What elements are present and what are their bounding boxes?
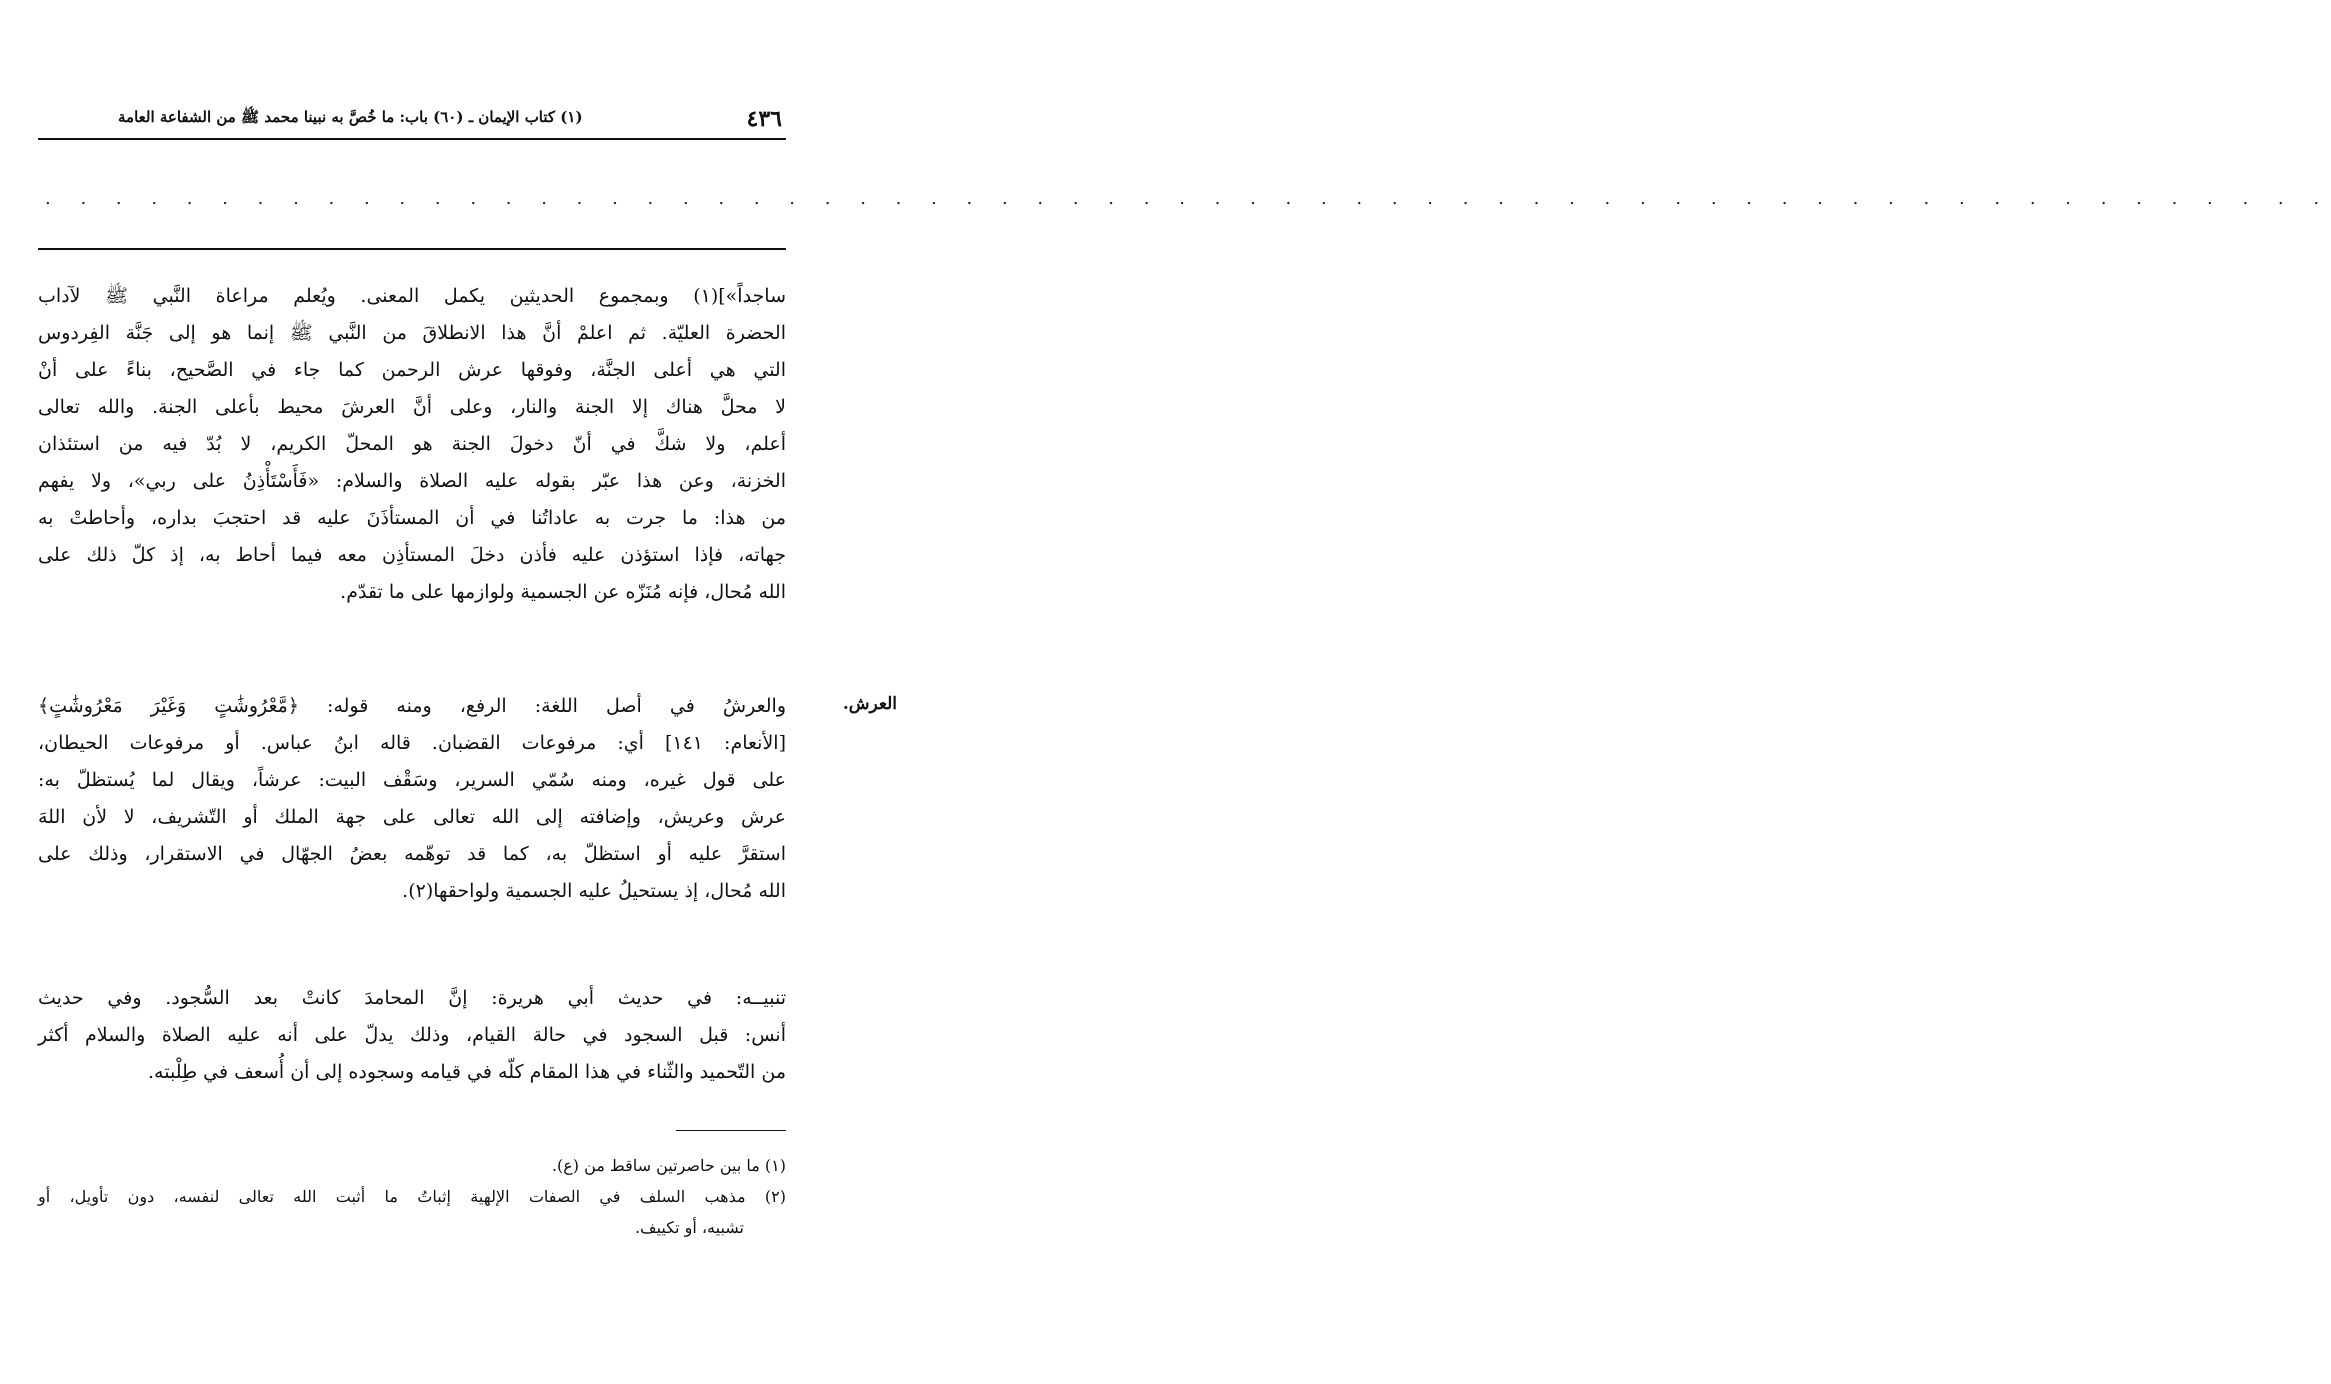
text-line: التي هي أعلى الجنَّة، وفوقها عرش الرحمن كما جاء في الصَّحيح، بناءً على أنْ <box>38 359 786 381</box>
text-line: الله مُحال، فإنه مُنَزّه عن الجسمية ولوازمها على ما تقدّم. <box>340 581 786 603</box>
text-line: جهاته، فإذا استؤذن عليه فأذن دخلَ المستأذِن معه فيما أحاط به، إذ كلّ ذلك على <box>38 544 786 566</box>
text-line: ساجداً»](١) وبمجموع الحديثين يكمل المعنى. ويُعلم مراعاة النَّبي ﷺ لآداب <box>38 285 786 307</box>
text-line: [الأنعام: ١٤١] أي: مرفوعات القضبان. قاله ابنُ عباس. أو مرفوعات الحيطان، <box>38 732 786 754</box>
footnote-line: تشبيه، أو تكييف. <box>634 1218 744 1237</box>
ellipsis-separator: . . . . . . . . . . . . . . . . . . . . . . . . . . . . . . . . . . . . . . . . . . . . . . . . . . . . . . . . . . . . . . . . . <box>45 188 2331 209</box>
paragraph-1 <box>38 278 786 611</box>
text-line: والعرشُ في أصل اللغة: الرفع، ومنه قوله: ﴿مَّعْرُوشَٰتٍ وَغَيْرَ مَعْرُوشَٰتٍ﴾ <box>38 695 786 717</box>
top-rule-divider <box>38 248 786 250</box>
text-line: لا محلَّ هناك إلا الجنة والنار، وعلى أنَّ العرشَ محيط بأعلى الجنة. والله تعالى <box>38 396 786 418</box>
footnote-2 <box>38 1181 786 1243</box>
text-line: الخزنة، وعن هذا عبّر بقوله عليه الصلاة والسلام: «فَأَسْتَأْذِنُ على ربي»، ولا يفهم <box>38 470 786 492</box>
text-line: استقرَّ عليه أو استظلّ به، كما قد توهّمه بعضُ الجهّال في الاستقرار، وذلك على <box>38 843 786 865</box>
text-line: أنس: قبل السجود في حالة القيام، وذلك يدلّ على أنه عليه الصلاة والسلام أكثر <box>38 1024 786 1046</box>
footnotes <box>38 1150 786 1243</box>
page-header <box>38 100 786 140</box>
margin-note: العرش. <box>842 694 897 714</box>
footnote-1 <box>38 1150 786 1181</box>
paragraph-2 <box>38 688 786 910</box>
running-title: (١) كتاب الإيمان ـ (٦٠) باب: ما خُصَّ به نبينا محمد ﷺ من الشفاعة العامة <box>118 108 583 126</box>
text-line: الله مُحال، إذ يستحيلُ عليه الجسمية ولواحقها(٢). <box>402 880 786 902</box>
text-line: عرش وعريش، وإضافته إلى الله تعالى على جهة الملك أو التّشريف، لا لأن اللهَ <box>38 806 786 828</box>
footnote-line: (١) ما بين حاصرتين ساقط من (ع). <box>551 1156 786 1175</box>
text-line: تنبيــه: في حديث أبي هريرة: إنَّ المحامدَ كانتْ بعد السُّجود. وفي حديث <box>38 987 786 1009</box>
text-line: من التّحميد والثّناء في هذا المقام كلّه في قيامه وسجوده إلى أن أُسعف في طِلْبته. <box>148 1061 786 1083</box>
text-line: الحضرة العليّة. ثم اعلمْ أنَّ هذا الانطلاقَ من النَّبي ﷺ إنما هو إلى جَنَّة الفِردوس <box>38 322 786 344</box>
footnote-rule-divider <box>676 1130 786 1131</box>
text-line: من هذا: ما جرت به عاداتُنا في أن المستأذَنَ عليه قد احتجبَ بداره، وأحاطتْ به <box>38 507 786 529</box>
text-line: على قول غيره، ومنه سُمّي السرير، وسَقْف البيت: عرشاً، ويقال لما يُستظلّ به: <box>38 769 786 791</box>
paragraph-3 <box>38 980 786 1091</box>
footnote-line: (٢) مذهب السلف في الصفات الإلهية إثباتُ ما أثبت الله تعالى لنفسه، دون تأويل، أو <box>38 1187 787 1206</box>
text-line: أعلم، ولا شكَّ في أنّ دخولَ الجنة هو المحلّ الكريم، لا بُدّ فيه من استئذان <box>38 433 786 455</box>
page-number: ٤٣٦ <box>746 106 782 132</box>
